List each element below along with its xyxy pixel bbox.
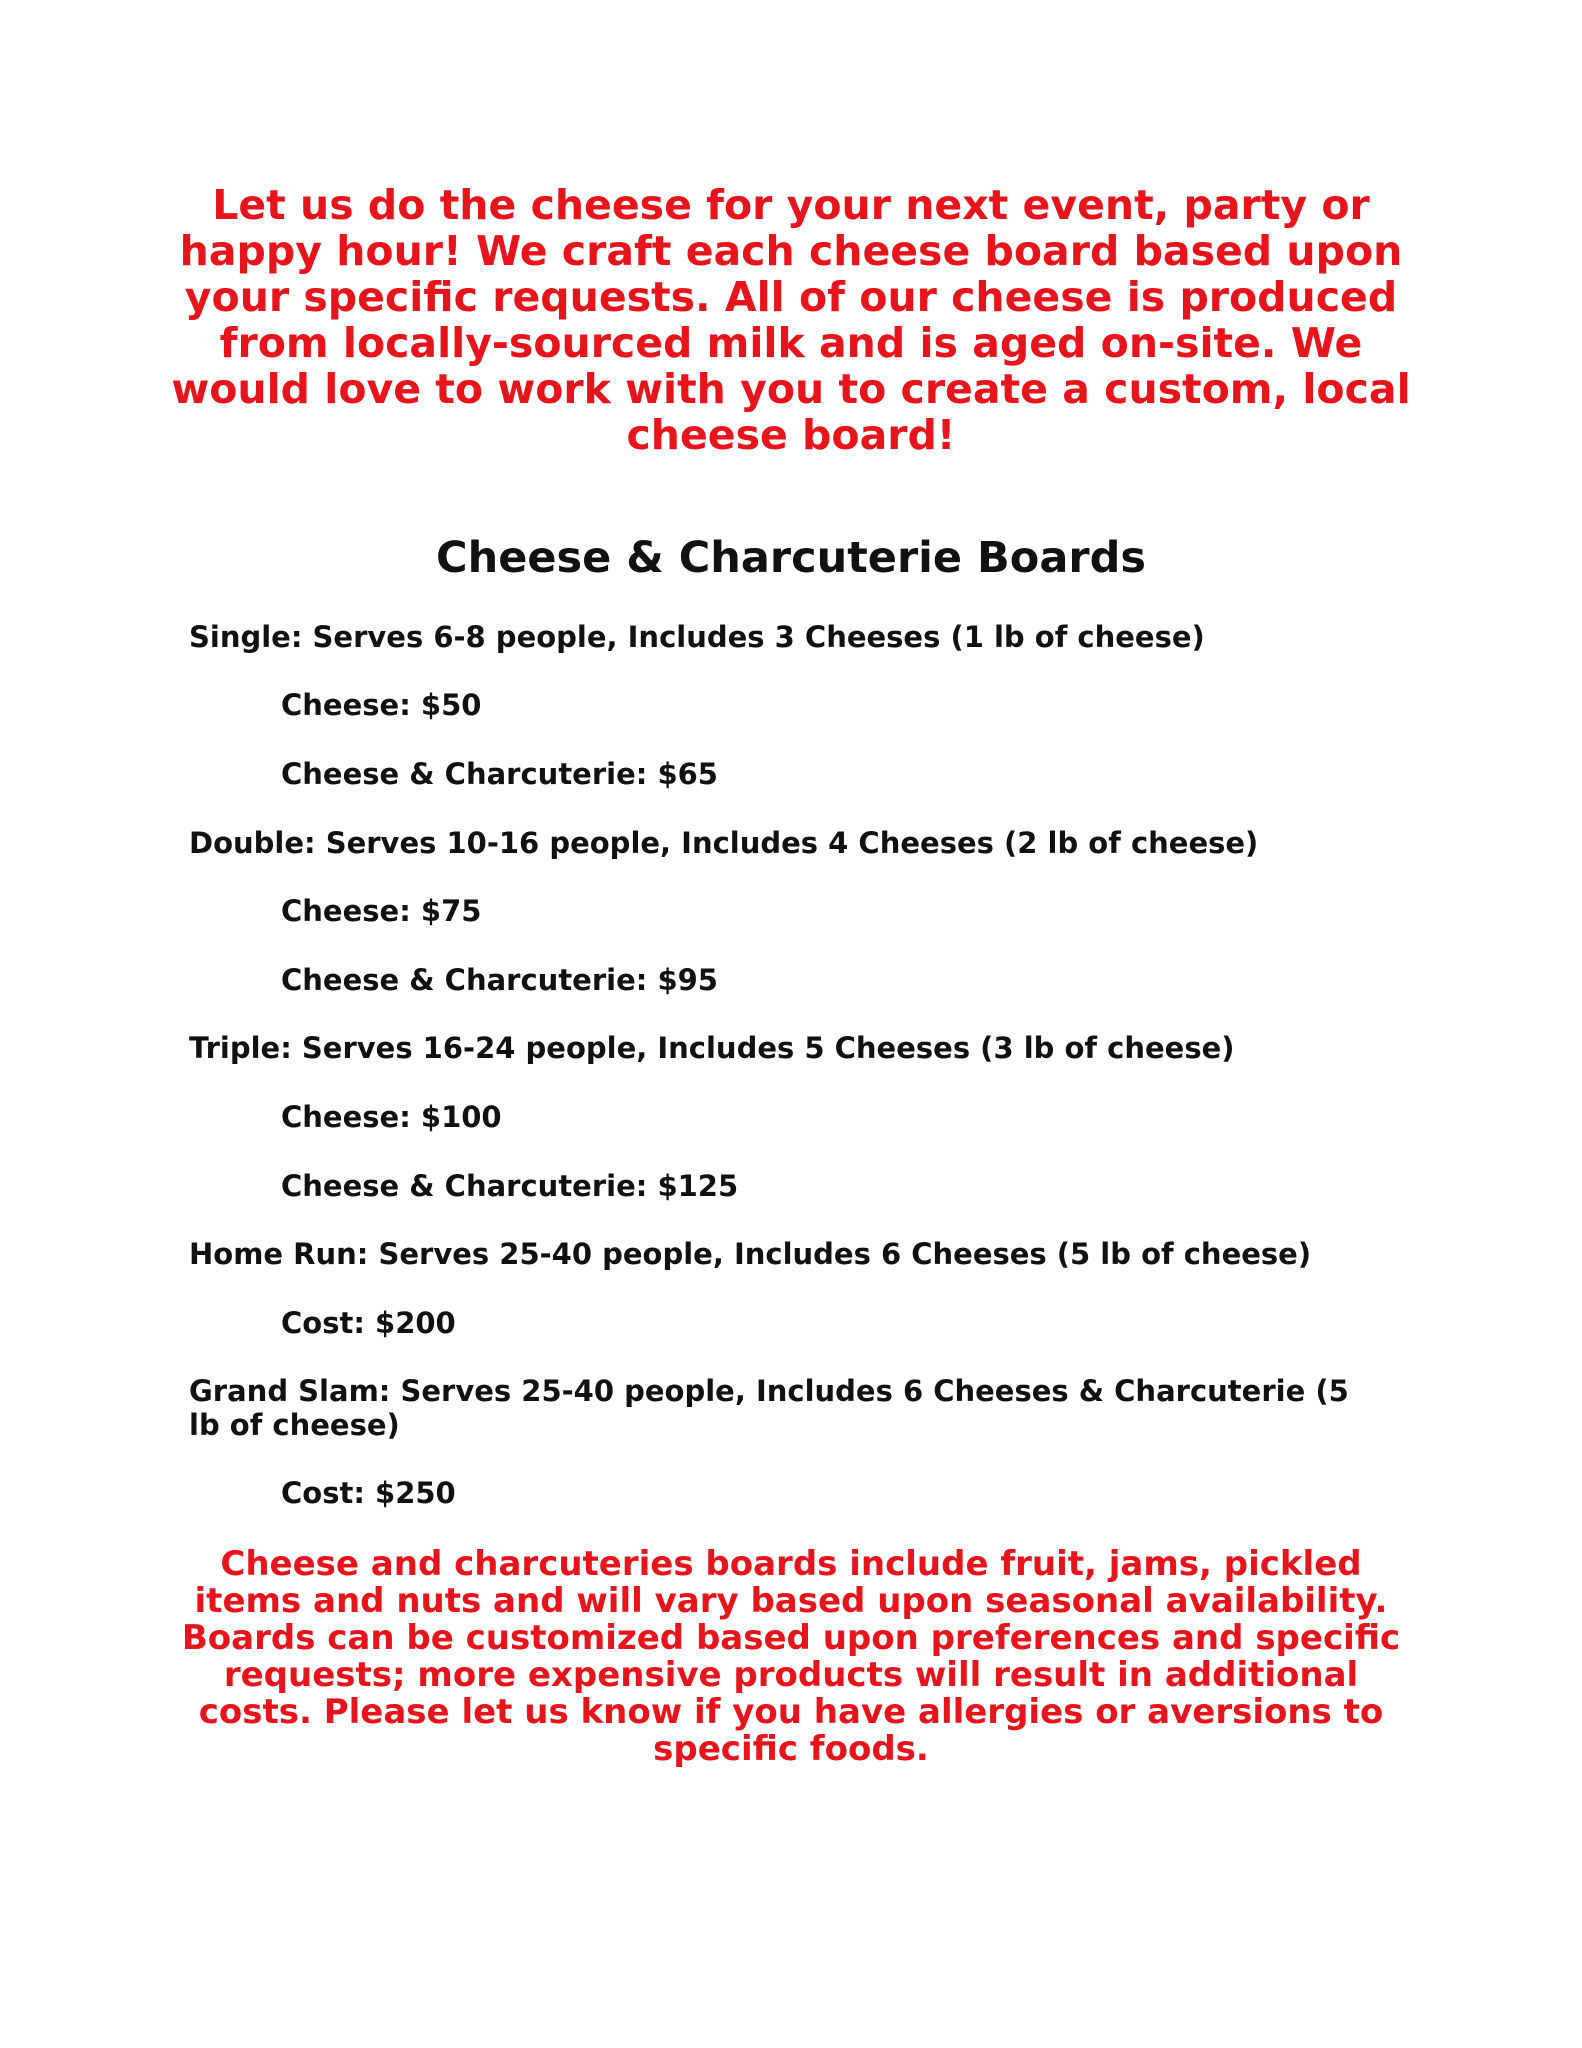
home-run-board-description: Home Run: Serves 25-40 people, Includes 6 Cheeses (5 lb of cheese) bbox=[189, 1237, 1312, 1271]
double-combo-price: Cheese & Charcuterie: $95 bbox=[281, 963, 718, 997]
triple-board-description: Triple: Serves 16-24 people, Includes 5 Cheeses (3 lb of cheese) bbox=[189, 1031, 1235, 1065]
board-notes: Cheese and charcuteries boards include fruit, jams, pickled items and nuts and will vary based upon seasonal availability. Boards can be customized based upon preferences and specific requests; more expensive products will result in additional costs. Please let us know if you have allergies or aversions to specific foods. bbox=[181, 1544, 1401, 1769]
triple-cheese-price: Cheese: $100 bbox=[281, 1100, 502, 1134]
double-board-description: Double: Serves 10-16 people, Includes 4 Cheeses (2 lb of cheese) bbox=[189, 826, 1259, 860]
grand-slam-board-description: Grand Slam: Serves 25-40 people, Includes 6 Cheeses & Charcuterie (5 lb of cheese) bbox=[189, 1374, 1349, 1442]
single-board-description: Single: Serves 6-8 people, Includes 3 Cheeses (1 lb of cheese) bbox=[189, 620, 1205, 654]
triple-combo-price: Cheese & Charcuterie: $125 bbox=[281, 1169, 739, 1203]
grand-slam-cost: Cost: $250 bbox=[281, 1476, 456, 1510]
menu-title: Cheese & Charcuterie Boards bbox=[436, 533, 1146, 583]
home-run-cost: Cost: $200 bbox=[281, 1306, 456, 1340]
intro-paragraph: Let us do the cheese for your next event, party or happy hour! We craft each cheese board based upon your specific requests. All of our cheese is produced from locally-sourced milk and is aged on-site. We would love to work with you to create a custom, local cheese board! bbox=[171, 181, 1411, 459]
single-combo-price: Cheese & Charcuterie: $65 bbox=[281, 757, 718, 791]
single-cheese-price: Cheese: $50 bbox=[281, 688, 482, 722]
double-cheese-price: Cheese: $75 bbox=[281, 894, 482, 928]
